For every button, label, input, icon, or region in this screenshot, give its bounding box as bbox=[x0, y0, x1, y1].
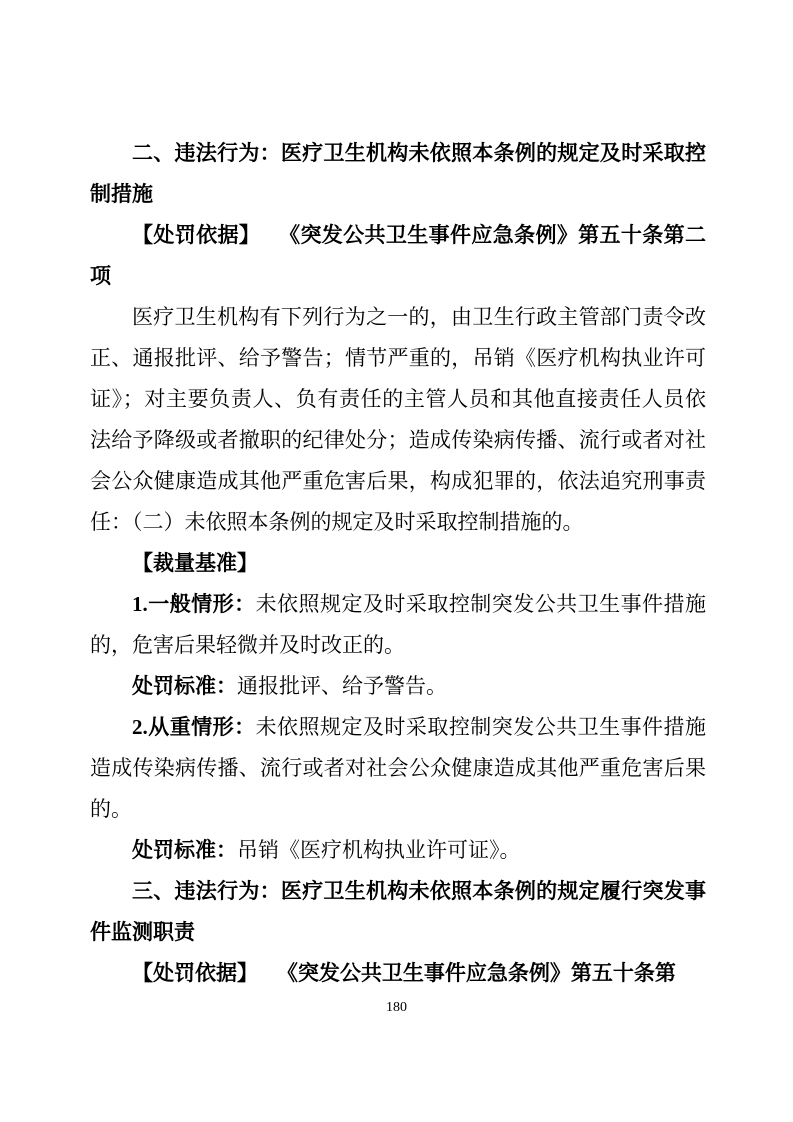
paragraph-text: 【裁量基准】 bbox=[132, 551, 258, 575]
paragraph-text: 三、违法行为：医疗卫生机构未依照本条例的规定履行突发事件监测职责 bbox=[90, 879, 706, 944]
penalty-standard-text: 吊销《医疗机构执业许可证》。 bbox=[237, 838, 521, 862]
paragraph-aggravated-case bbox=[90, 707, 706, 830]
penalty-basis-label: 【处罚依据】 bbox=[132, 223, 261, 247]
penalty-basis-label: 【处罚依据】 bbox=[132, 961, 258, 985]
paragraph-penalty-standard-1 bbox=[90, 666, 706, 707]
general-case-label: 1.一般情形： bbox=[132, 592, 256, 616]
general-case-text: 未依照规定及时采取控制突发公共卫生事件措施的，危害后果轻微并及时改正的。 bbox=[90, 592, 706, 657]
penalty-basis-text: 《突发公共卫生事件应急条例》第五十条第二项 bbox=[90, 223, 706, 288]
penalty-standard-text: 通报批评、给予警告。 bbox=[237, 674, 447, 698]
paragraph-violation-3 bbox=[90, 871, 706, 953]
paragraph-penalty-basis-2 bbox=[90, 215, 706, 297]
aggravated-case-label: 2.从重情形： bbox=[132, 715, 256, 739]
page-number: 180 bbox=[386, 1000, 407, 1015]
document-content bbox=[90, 133, 706, 994]
aggravated-case-text: 未依照规定及时采取控制突发公共卫生事件措施造成传染病传播、流行或者对社会公众健康造成其他严重危害后果的。 bbox=[90, 715, 706, 821]
paragraph-general-case bbox=[90, 584, 706, 666]
paragraph-violation-2 bbox=[90, 133, 706, 215]
paragraph-penalty-standard-2 bbox=[90, 830, 706, 871]
penalty-standard-label: 处罚标准： bbox=[132, 674, 237, 698]
paragraph-text: 二、违法行为：医疗卫生机构未依照本条例的规定及时采取控制措施 bbox=[90, 141, 706, 206]
paragraph-statute-text bbox=[90, 297, 706, 543]
paragraph-penalty-basis-3 bbox=[90, 953, 706, 994]
penalty-basis-text: 《突发公共卫生事件应急条例》第五十条第 bbox=[287, 961, 676, 985]
paragraph-text: 医疗卫生机构有下列行为之一的，由卫生行政主管部门责令改正、通报批评、给予警告；情节严重的，吊销《医疗机构执业许可证》；对主要负责人、负有责任的主管人员和其他直接责任人员依法给予降级或者撤职的纪律处分；造成传染病传播、流行或者对社会公众健康造成其他严重危害后果，构成犯罪的，依法追究刑事责任：（二）未依照本条例的规定及时采取控制措施的。 bbox=[90, 305, 706, 534]
penalty-standard-label: 处罚标准： bbox=[132, 838, 237, 862]
heading-discretion-benchmark bbox=[90, 543, 706, 584]
